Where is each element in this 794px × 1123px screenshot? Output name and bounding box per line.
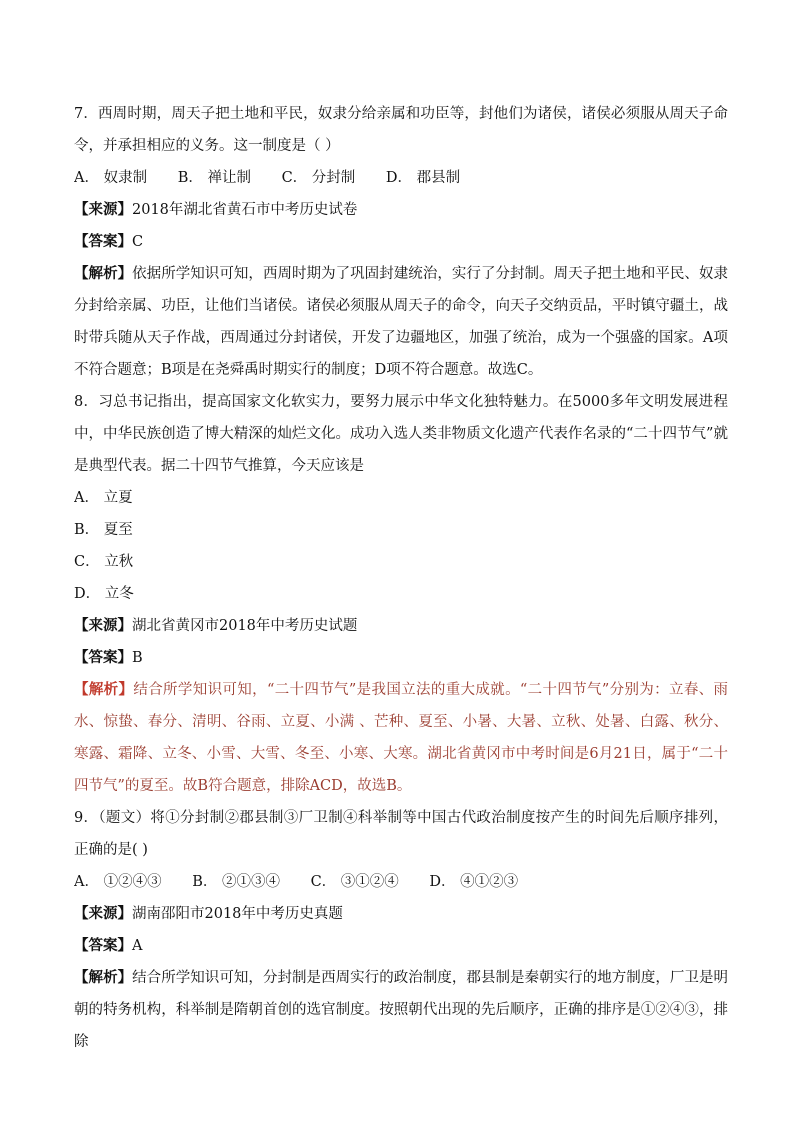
analysis-text: 结合所学知识可知，分封制是西周实行的政治制度，郡县制是秦朝实行的地方制度，厂卫是明朝的特务机构，科举制是隋朝首创的选官制度。按照朝代出现的先后顺序，正确的排序是①②④③，排除 [74,970,729,1050]
question-7-options [74,162,728,194]
question-9-text: 9．（题文）将①分封制②郡县制③厂卫制④科举制等中国古代政治制度按产生的时间先后顺序排列，正确的是( ) [74,810,728,858]
answer-tag: 【答案】 [74,937,132,954]
source-tag: 【来源】 [74,201,132,218]
answer-tag: 【答案】 [74,233,132,250]
analysis-tag: 【解析】 [74,265,133,282]
q9-analysis [74,962,728,1058]
q9-option-c: C． ③①②④ [310,874,399,890]
q7-option-b: B． 禅让制 [177,170,251,186]
answer-text: A [132,938,143,954]
q7-analysis [74,258,728,386]
source-text: 2018年湖北省黄石市中考历史试卷 [132,202,358,218]
q9-option-d: D． ④①②③ [429,874,519,890]
source-tag: 【来源】 [74,905,132,922]
q8-analysis [74,674,728,802]
q7-answer [74,226,728,258]
q8-option-b: B． 夏至 [74,522,133,538]
answer-text: B [132,650,143,666]
analysis-tag: 【解析】 [74,681,134,698]
source-text: 湖北省黄冈市2018年中考历史试题 [132,618,358,634]
q8-answer [74,642,728,674]
q8-option-d: D． 立冬 [74,586,134,602]
q8-source [74,610,728,642]
q8-option-c: C． 立秋 [74,554,134,570]
q9-option-a: A． ①②④③ [74,874,162,890]
q9-answer [74,930,728,962]
q7-option-c: C． 分封制 [281,170,356,186]
q7-source [74,194,728,226]
question-8-text: 8．习总书记指出，提高国家文化软实力，要努力展示中华文化独特魅力。在5000多年文明发展进程中，中华民族创造了博大精深的灿烂文化。成功入选人类非物质文化遗产代表作名录的“二十四节气”就是典型代表。据二十四节气推算，今天应该是 [74,394,728,474]
analysis-text: 依据所学知识可知，西周时期为了巩固封建统治，实行了分封制。周天子把土地和平民、奴隶分封给亲属、功臣，让他们当诸侯。诸侯必须服从周天子的命令，向天子交纳贡品，平时镇守疆土，战时带兵随从天子作战，西周通过分封诸侯，开发了边疆地区，加强了统治，成为一个强盛的国家。A项不符合题意；B项是在尧舜禹时期实行的制度；D项不符合题意。故选C。 [74,266,729,378]
q8-option-a: A． 立夏 [74,490,133,506]
question-9-options [74,866,728,898]
answer-tag: 【答案】 [74,649,132,666]
question-7-text: 7．西周时期，周天子把土地和平民，奴隶分给亲属和功臣等，封他们为诸侯，诸侯必须服从周天子命令，并承担相应的义务。这一制度是（ ） [74,106,728,154]
q9-option-b: B． ②①③④ [192,874,280,890]
analysis-tag: 【解析】 [74,969,133,986]
q7-option-d: D． 郡县制 [385,170,461,186]
source-tag: 【来源】 [74,617,132,634]
answer-text: C [132,234,144,250]
q9-source [74,898,728,930]
q7-option-a: A． 奴隶制 [74,170,148,186]
source-text: 湖南邵阳市2018年中考历史真题 [132,906,343,922]
analysis-text: 结合所学知识可知，“二十四节气”是我国立法的重大成就。“二十四节气”分别为：立春、雨水、惊蛰、春分、清明、谷雨、立夏、小满 、芒种、夏至、小暑、大暑、立秋、处暑、白露、秋分、寒露、霜降、立冬、小雪、大雪、冬至、小寒、大寒。湖北省黄冈市中考时间是6月21日，属于“二十四节气”的夏至。故B符合题意，排除ACD，故选B。 [74,682,729,794]
